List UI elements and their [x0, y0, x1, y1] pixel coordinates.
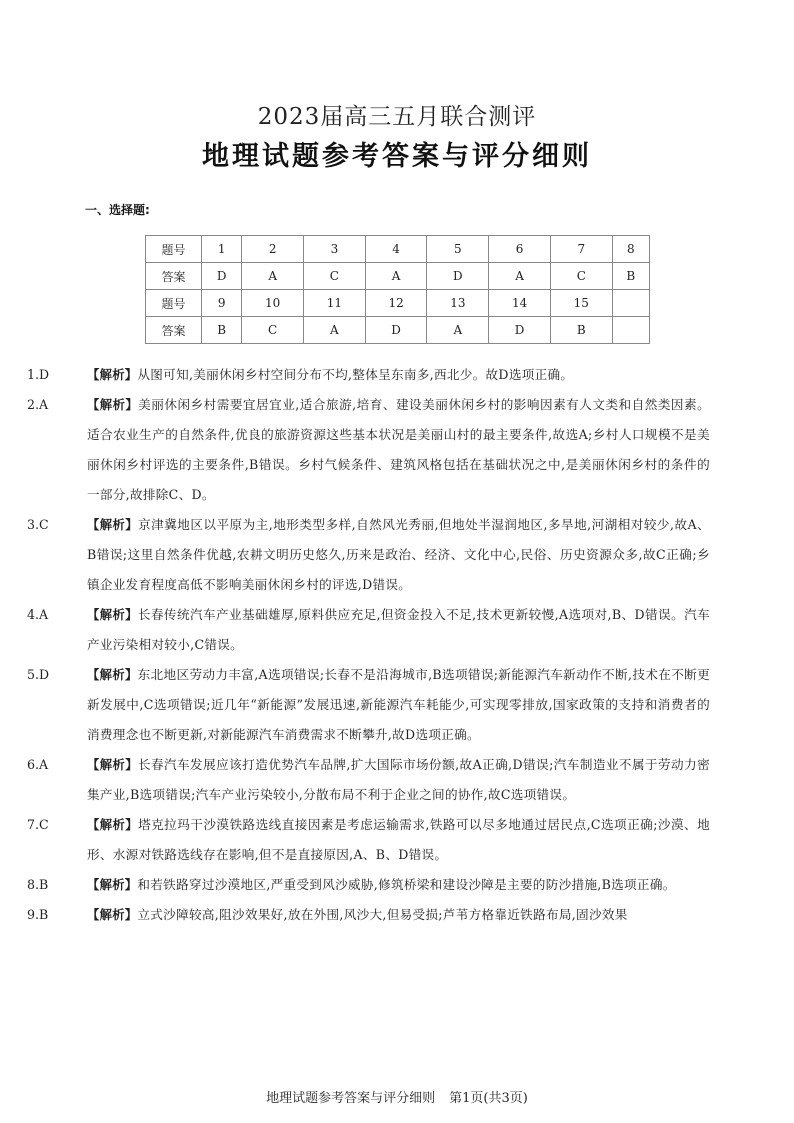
answer-cell: B: [550, 317, 612, 344]
explanation-text: 东北地区劳动力丰富,A选项错误;长春不是沿海城市,B选项错误;新能源汽车新动作不断,技术在不断更新发展中,C选项错误;近几年“新能源”发展迅速,新能源汽车耗能少,可实现零排放,国家政策的支持和消费者的消费理念也不断更新,对新能源汽车消费需求不断攀升,故D选项正确。: [87, 667, 710, 742]
answer-cell: 4: [365, 236, 427, 263]
analysis-tag: 【解析】: [87, 368, 138, 382]
analysis-tag: 【解析】: [87, 518, 139, 532]
document-title: 地理试题参考答案与评分细则: [202, 141, 592, 172]
answer-cell: C: [304, 263, 366, 290]
answer-table-row: [146, 263, 650, 290]
answer-cell: A: [365, 263, 427, 290]
explanation-text: 和若铁路穿过沙漠地区,严重受到风沙威胁,修筑桥梁和建设沙障是主要的防沙措施,B选项正确。: [137, 877, 676, 892]
analysis-tag: 【解析】: [87, 608, 138, 622]
answer-cell: 1: [202, 236, 242, 263]
explanation-text: 塔克拉玛干沙漠铁路选线直接因素是考虑运输需求,铁路可以尽多地通过居民点,C选项正确;沙漠、地形、水源对铁路选线存在影响,但不是直接原因,A、B、D错误。: [87, 817, 711, 862]
answer-cell: 10: [242, 290, 304, 317]
answer-cell: 8: [612, 236, 649, 263]
explanation-item: [27, 510, 710, 600]
analysis-tag: 【解析】: [87, 818, 139, 832]
answer-cell: 2: [242, 236, 304, 263]
question-answer-number: 7.C: [27, 817, 49, 832]
explanation-item: [27, 750, 710, 810]
explanation-text: 长春汽车发展应该打造优势汽车品牌,扩大国际市场份额,故A正确,D错误;汽车制造业不属于劳动力密集产业,B选项错误;汽车产业污染较小,分散布局不利于企业之间的协作,故C选项错误。: [87, 757, 710, 802]
explanation-item: [27, 810, 711, 870]
explanation-text: 立式沙障较高,阻沙效果好,放在外围,风沙大,但易受损;芦苇方格靠近铁路布局,固沙效果: [137, 907, 628, 922]
question-answer-number: 4.A: [27, 607, 49, 622]
answer-cell: [612, 290, 649, 317]
answer-cell: 12: [365, 290, 427, 317]
analysis-tag: 【解析】: [87, 668, 138, 682]
explanation-text: 美丽休闲乡村需要宜居宜业,适合旅游,培育、建设美丽休闲乡村的影响因素有人文类和自然类因素。适合农业生产的自然条件,优良的旅游资源这些基本状况是美丽山村的最主要条件,故选A;乡村人口规模不是美丽休闲乡村评选的主要条件,B错误。乡村气候条件、建筑风格包括在基础状况之中,是美丽休闲乡村的条件的一部分,故排除C、D。: [87, 397, 710, 502]
explanation-text: 从图可知,美丽休闲乡村空间分布不均,整体呈东南多,西北少。故D选项正确。: [137, 367, 574, 382]
answer-cell: D: [365, 317, 427, 344]
question-answer-number: 2.A: [27, 397, 49, 412]
footer-page-info: 第1页(共3页): [449, 1091, 528, 1106]
answer-cell: A: [489, 263, 551, 290]
answer-cell: D: [489, 317, 551, 344]
question-answer-number: 5.D: [27, 667, 50, 682]
answer-table-row: [146, 317, 650, 344]
row-label: 题号: [146, 236, 202, 263]
row-label: 题号: [146, 290, 202, 317]
answer-cell: A: [242, 263, 304, 290]
answer-cell: C: [242, 317, 304, 344]
answer-cell: 14: [489, 290, 551, 317]
question-answer-number: 3.C: [27, 517, 49, 532]
answer-cell: B: [612, 263, 649, 290]
analysis-tag: 【解析】: [87, 398, 139, 412]
answer-cell: B: [202, 317, 242, 344]
section-heading: 一、选择题:: [85, 203, 150, 217]
answer-cell: 6: [489, 236, 551, 263]
answer-cell: 11: [304, 290, 366, 317]
analysis-tag: 【解析】: [87, 908, 138, 922]
answer-cell: [612, 317, 649, 344]
row-label: 答案: [146, 263, 202, 290]
answer-cell: 5: [427, 236, 489, 263]
answer-cell: 15: [550, 290, 612, 317]
explanation-item: [27, 660, 710, 750]
answer-cell: D: [202, 263, 242, 290]
explanations-list: [0, 360, 794, 930]
row-label: 答案: [146, 317, 202, 344]
analysis-tag: 【解析】: [87, 878, 138, 892]
explanation-item: [27, 900, 710, 930]
answer-cell: A: [304, 317, 366, 344]
explanation-text: 长春传统汽车产业基础雄厚,原料供应充足,但资金投入不足,技术更新较慢,A选项对,B、D错误。汽车产业污染相对较小,C错误。: [87, 607, 710, 652]
question-answer-number: 6.A: [27, 757, 49, 772]
question-answer-number: 1.D: [27, 367, 50, 382]
explanation-item: [27, 870, 710, 900]
explanation-item: [27, 390, 710, 510]
answer-cell: D: [427, 263, 489, 290]
explanation-text: 京津冀地区以平原为主,地形类型多样,自然风光秀丽,但地处半湿润地区,多旱地,河湖相对较少,故A、B错误;这里自然条件优越,农耕文明历史悠久,历来是政治、经济、文化中心,民俗、历史资源众多,故C正确;乡镇企业发育程度高低不影响美丽休闲乡村的评选,D错误。: [87, 517, 710, 592]
answer-cell: A: [427, 317, 489, 344]
answer-cell: C: [550, 263, 612, 290]
answer-cell: 13: [427, 290, 489, 317]
answer-table: [145, 235, 650, 344]
exam-subtitle: 2023届高三五月联合测评: [257, 104, 537, 130]
footer-doc-name: 地理试题参考答案与评分细则: [266, 1091, 436, 1106]
answer-table-row: [146, 236, 650, 263]
question-answer-number: 8.B: [27, 877, 49, 892]
explanation-item: [27, 600, 710, 660]
page-footer: [0, 1087, 794, 1106]
answer-cell: 9: [202, 290, 242, 317]
answer-cell: 7: [550, 236, 612, 263]
answer-cell: 3: [304, 236, 366, 263]
explanation-item: [27, 360, 710, 390]
answer-table-row: [146, 290, 650, 317]
question-answer-number: 9.B: [27, 907, 49, 922]
analysis-tag: 【解析】: [87, 758, 138, 772]
